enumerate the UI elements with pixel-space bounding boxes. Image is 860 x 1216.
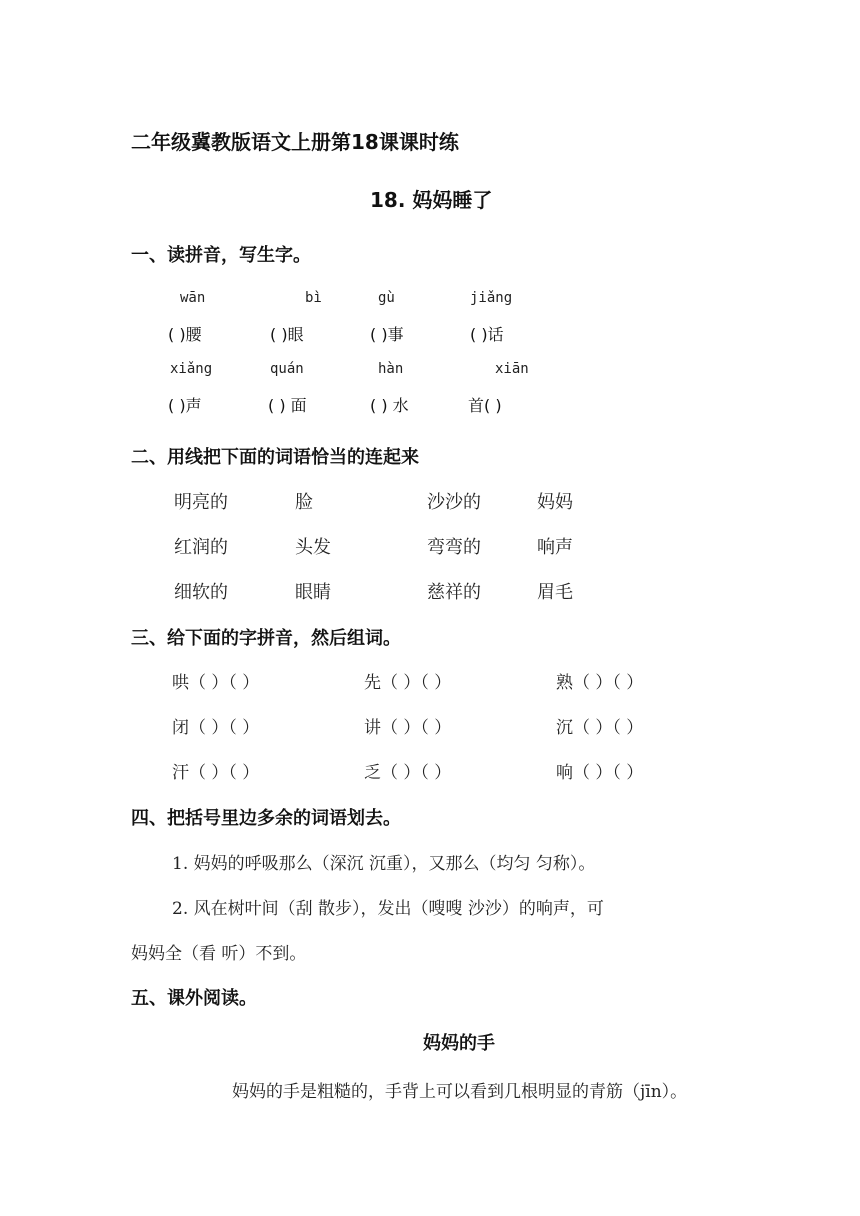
match-word[interactable]: 细软的 [174, 582, 228, 603]
zuci-item[interactable]: 熟（ ）（ ） [556, 673, 644, 693]
zuci-item[interactable]: 先（ ）（ ） [364, 673, 452, 693]
section-2-heading: 二、用线把下面的词语恰当的连起来 [131, 447, 419, 468]
match-word[interactable]: 脸 [295, 492, 313, 513]
pinyin: hàn [378, 361, 404, 377]
passage-title: 妈妈的手 [423, 1033, 495, 1054]
lesson-title: 18. 妈妈睡了 [370, 188, 493, 212]
match-word[interactable]: 弯弯的 [427, 537, 481, 558]
match-word[interactable]: 响声 [537, 537, 573, 558]
passage-paragraph: 妈妈的手是粗糙的，手背上可以看到几根明显的青筋（jīn）。 [232, 1082, 688, 1102]
section-5-heading: 五、课外阅读。 [131, 988, 257, 1009]
match-word[interactable]: 眼睛 [295, 582, 331, 603]
pinyin: wān [180, 290, 206, 306]
section-4-heading: 四、把括号里边多余的词语划去。 [131, 808, 401, 829]
pinyin: gù [378, 290, 395, 306]
answer-blank[interactable]: ( ) 面 [268, 396, 307, 415]
exercise-line-3[interactable]: 妈妈全（看 听）不到。 [131, 944, 307, 964]
pinyin: bì [305, 290, 322, 306]
zuci-item[interactable]: 闭（ ）（ ） [172, 718, 260, 738]
answer-blank[interactable]: ( )眼 [270, 325, 304, 344]
match-word[interactable]: 慈祥的 [427, 582, 481, 603]
zuci-item[interactable]: 沉（ ）（ ） [556, 718, 644, 738]
answer-blank[interactable]: ( ) 水 [370, 396, 409, 415]
zuci-item[interactable]: 讲（ ）（ ） [364, 718, 452, 738]
section-1-heading: 一、读拼音，写生字。 [131, 245, 311, 266]
answer-blank[interactable]: ( )声 [168, 396, 202, 415]
match-word[interactable]: 明亮的 [174, 492, 228, 513]
zuci-item[interactable]: 乏（ ）（ ） [364, 763, 452, 783]
match-word[interactable]: 沙沙的 [427, 492, 481, 513]
match-word[interactable]: 眉毛 [537, 582, 573, 603]
pinyin: xiān [495, 361, 529, 377]
exercise-line-1[interactable]: 1. 妈妈的呼吸那么（深沉 沉重），又那么（均匀 匀称）。 [172, 854, 596, 874]
section-3-heading: 三、给下面的字拼音，然后组词。 [131, 628, 401, 649]
match-word[interactable]: 红润的 [174, 537, 228, 558]
pinyin: xiǎng [170, 361, 213, 377]
answer-blank[interactable]: 首( ) [468, 396, 502, 415]
zuci-item[interactable]: 响（ ）（ ） [556, 763, 644, 783]
exercise-line-2[interactable]: 2. 风在树叶间（刮 散步），发出（嗖嗖 沙沙）的响声，可 [172, 899, 604, 919]
match-word[interactable]: 妈妈 [537, 492, 573, 513]
answer-blank[interactable]: ( )腰 [168, 325, 202, 344]
pinyin: jiǎng [470, 290, 513, 306]
document-title: 二年级冀教版语文上册第18课课时练 [131, 130, 459, 154]
answer-blank[interactable]: ( )事 [370, 325, 404, 344]
answer-blank[interactable]: ( )话 [470, 325, 504, 344]
zuci-item[interactable]: 哄（ ）（ ） [172, 673, 260, 693]
zuci-item[interactable]: 汗（ ）（ ） [172, 763, 260, 783]
pinyin: quán [270, 361, 304, 377]
match-word[interactable]: 头发 [295, 537, 331, 558]
